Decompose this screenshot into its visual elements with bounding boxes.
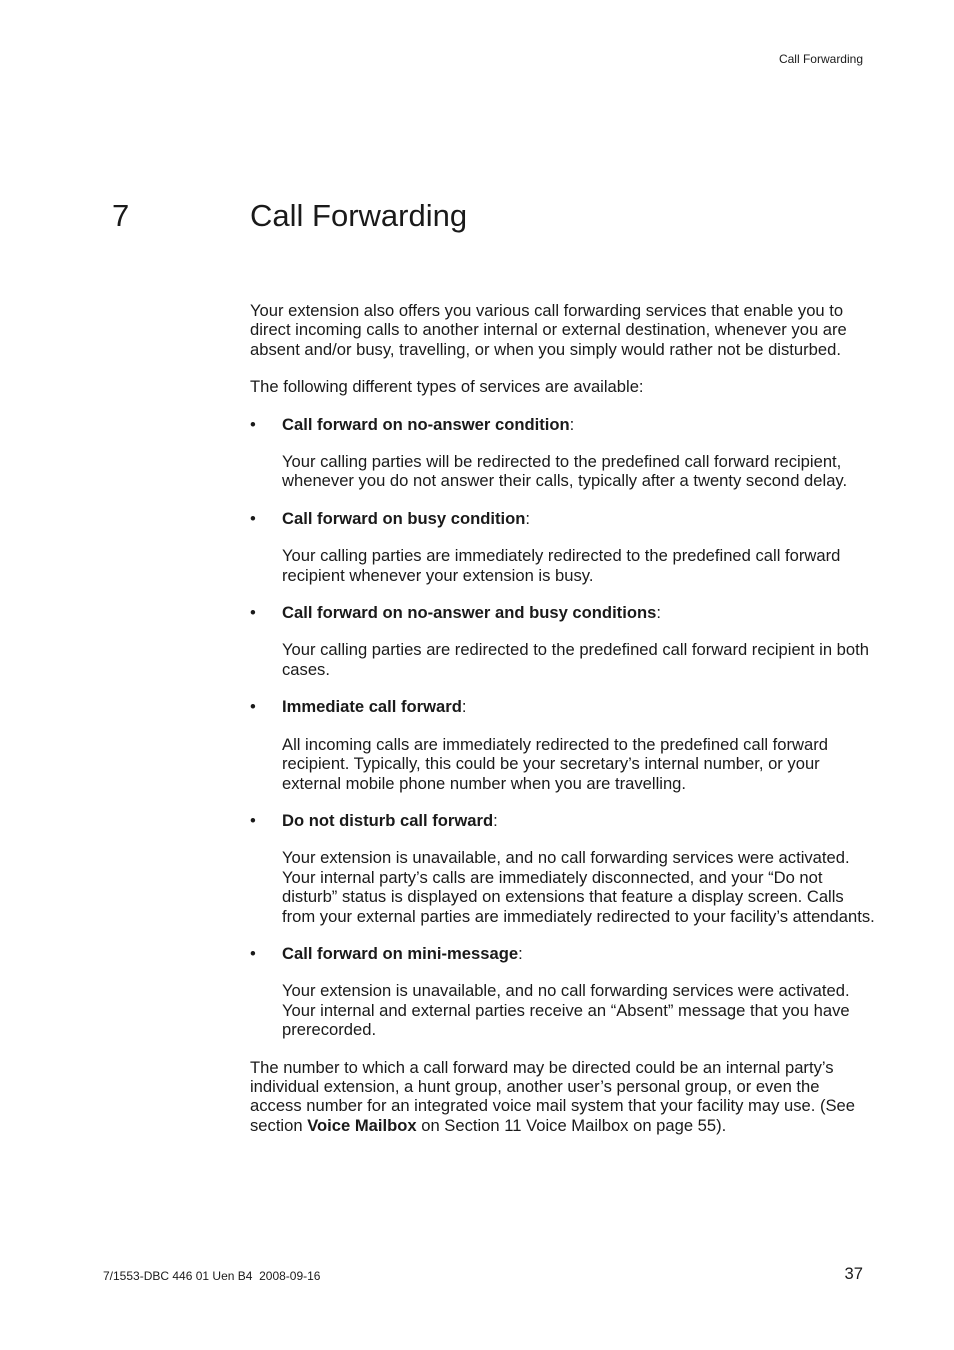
service-heading (250, 697, 875, 717)
chapter-body (250, 301, 875, 1135)
service-description: Your calling parties will be redirected to the predefined call forward recipient, whenever you do not answer their calls, typically after a twenty second delay. (282, 452, 848, 491)
bullet-icon: • (250, 943, 256, 963)
bullet-icon: • (250, 810, 256, 830)
service-description: All incoming calls are immediately redirected to the predefined call forward recipient. Typically, this could be your secretary’s internal number, or your external mobile phone number when you are travelling. (282, 734, 829, 793)
service-item (250, 415, 875, 491)
closing-text-end: on Section 11 Voice Mailbox on page 55). (416, 1115, 727, 1135)
bullet-icon: • (250, 508, 256, 528)
service-name-colon: : (493, 810, 498, 830)
service-item (250, 944, 875, 1040)
footer-document-id (103, 1269, 320, 1284)
closing-text-start: The number to which a call forward may be directed could be an internal party’s individual extension, a hunt group, another user’s personal group, or even the access number for an integrated voice mail system that your facility may use. (See section (250, 1057, 856, 1135)
chapter-number: 7 (112, 198, 130, 233)
service-description: Your extension is unavailable, and no call forwarding services were activated. Your internal party’s calls are immediately disconnected, and your “Do not disturb” status is displayed on extensions that feature a display screen. Calls from your external parties are immediately redirected to your facility’s attendants. (282, 848, 875, 926)
service-name-colon: : (518, 943, 523, 963)
service-name: Call forward on mini-message (282, 943, 519, 963)
bullet-icon: • (250, 414, 256, 434)
service-item (250, 509, 875, 585)
bullet-icon: • (250, 697, 256, 717)
chapter-title: Call Forwarding (250, 198, 468, 233)
voice-mailbox-reference: Voice Mailbox (307, 1115, 417, 1135)
closing-paragraph (250, 1058, 875, 1136)
service-name-colon: : (656, 603, 661, 623)
service-heading (250, 943, 875, 963)
service-name-colon: : (461, 697, 467, 717)
service-item (250, 697, 875, 793)
list-lead-paragraph: The following different types of services are available: (250, 377, 644, 397)
service-name-colon: : (569, 414, 575, 434)
service-name: Call forward on busy condition (282, 508, 526, 528)
bullet-icon: • (250, 603, 256, 623)
intro-paragraph: Your extension also offers you various call forwarding services that enable you to direct incoming calls to another internal or external destination, whenever you are absent and/or busy, travelling, or when you simply would rather not be disturbed. (250, 301, 847, 359)
running-header: Call Forwarding (778, 52, 863, 66)
service-heading (250, 508, 875, 528)
document-id-text: 7/1553-DBC 446 01 Uen B4 2008-09-16 (103, 1269, 321, 1283)
service-item (250, 811, 875, 926)
service-description: Your extension is unavailable, and no call forwarding services were activated. Your internal and external parties receive an “Absent” message that you have prerecorded. (282, 981, 850, 1040)
service-name: Call forward on no-answer condition (282, 414, 570, 434)
service-heading (250, 603, 875, 623)
service-description: Your calling parties are redirected to the predefined call forward recipient in both cases. (282, 640, 869, 679)
service-name-colon: : (525, 508, 531, 528)
service-description: Your calling parties are immediately redirected to the predefined call forward recipient whenever your extension is busy. (282, 546, 841, 585)
service-name: Do not disturb call forward (282, 810, 494, 830)
service-heading (250, 414, 875, 434)
service-name: Call forward on no-answer and busy conditions (282, 603, 657, 623)
service-item (250, 603, 875, 679)
service-name: Immediate call forward (282, 697, 462, 717)
page-number: 37 (844, 1264, 863, 1283)
service-heading (250, 810, 875, 830)
